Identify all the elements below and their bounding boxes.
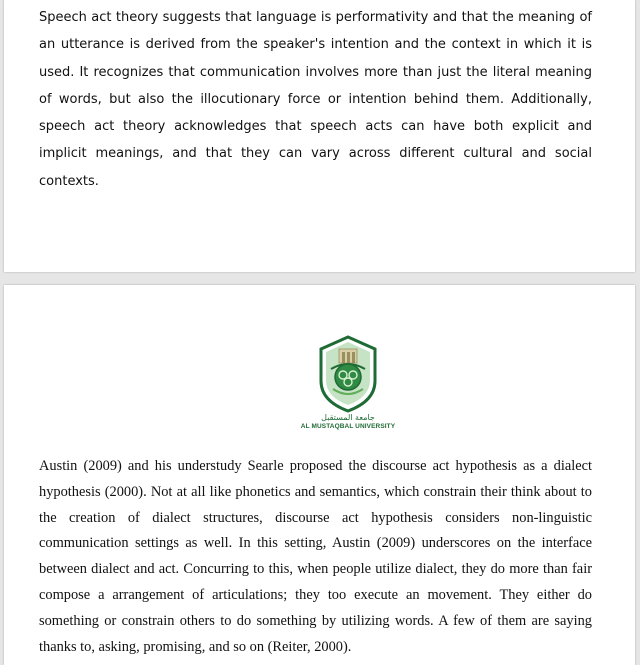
body-paragraph: Speech act theory suggests that language is performativity and that the meaning of an utterance is derived from the speaker's intention and the context in which it is used. It recognizes that communication involves more than just the literal meaning of words, but also the illocutionary force or intention behind them. Additionally, speech act theory acknowledges that speech acts can have both explicit and implicit meanings, and that they can vary across different cultural and social contexts. xyxy=(39,10,592,189)
university-logo xyxy=(317,335,379,413)
body-paragraph: Austin (2009) and his understudy Searle proposed the discourse act hypothesis as a dialect hypothesis (2000). Not at all like phonetics and semantics, which constrain their think about to the creation of dialect structures, discourse act hypothesis considers non-linguistic communication settings as well. In this setting, Austin (2009) underscores on the interface between dialect and act. Concurring to this, when people utilize dialect, they do more than fair compose a arrangement of articulations; they too execute an movement. They either do something or constrain others to do something by utilizing words. A few of them are saying thanks to, asking, promising, and so on (Reiter, 2000). xyxy=(39,458,592,655)
document-page-1 xyxy=(4,0,635,272)
logo-english-name: AL MUSTAQBAL UNIVERSITY xyxy=(300,423,396,430)
university-crest-icon xyxy=(317,335,379,413)
logo-arabic-name: جامعة المستقبل xyxy=(321,413,375,422)
logo-caption xyxy=(280,413,416,431)
document-page-2 xyxy=(4,285,635,665)
